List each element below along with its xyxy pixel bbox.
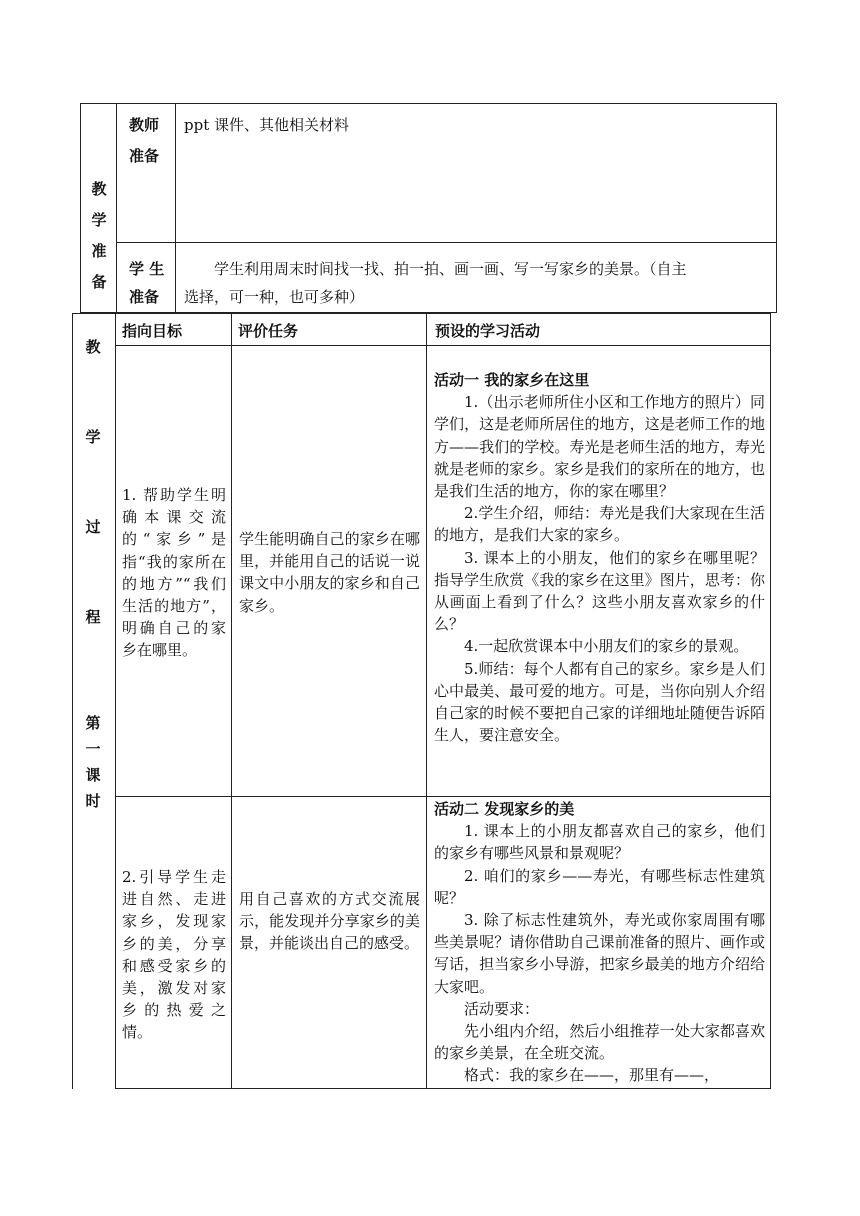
header-goal: 指向目标 bbox=[122, 322, 183, 340]
process-side-char: 程 bbox=[85, 608, 101, 626]
student-prep-content: 选择，可一种，也可多种） bbox=[184, 288, 365, 306]
activity-paragraph: 5.师结：每个人都有自己的家乡。家乡是人们心中最美、最可爱的地方。可是，当你向别人介绍自己家的时候不要把自己家的详细地址随便告诉陌生人，要注意安全。 bbox=[434, 659, 765, 745]
student-prep-content: 学生利用周末时间找一找、拍一拍、画一画、写一写家乡的美景。（自主 bbox=[214, 260, 687, 278]
student-prep-label: 准备 bbox=[129, 288, 160, 306]
header-task: 评价任务 bbox=[238, 322, 299, 340]
activity-paragraph: 4.一起欣赏课本中小朋友们的家乡的景观。 bbox=[464, 637, 749, 656]
student-prep-label: 学 生 bbox=[129, 260, 165, 278]
lesson-side-char: 一 bbox=[85, 740, 101, 758]
row2-task: 用自己喜欢的方式交流展示，能发现并分享家乡的美景，并能谈出自己的感受。 bbox=[239, 890, 420, 953]
activity-paragraph: 2.学生介绍，师结：寿光是我们大家现在生活的地方，是我们大家的家乡。 bbox=[434, 504, 765, 545]
row1-task: 学生能明确自己的家乡在哪里，并能用自己的话说一说课文中小朋友的家乡和自己家乡。 bbox=[239, 530, 420, 615]
activity-paragraph: 1.（出示老师所住小区和工作地方的照片）同学们，这是老师所居住的地方，这是老师工作的地方——我们的学校。寿光是老师生活的地方，寿光就是老师的家乡。家乡是我们的家所在的地方，也是我们生活的地方，你的家在哪里？ bbox=[434, 393, 765, 501]
activity-paragraph: 1. 课本上的小朋友都喜欢自己的家乡，他们的家乡有哪些风景和景观呢？ bbox=[434, 822, 765, 863]
activity-paragraph: 先小组内介绍，然后小组推荐一处大家都喜欢的家乡美景，在全班交流。 bbox=[434, 1022, 765, 1063]
lesson-side-char: 第 bbox=[85, 714, 101, 732]
activity-paragraph: 格式：我的家乡在——，那里有——， bbox=[464, 1066, 720, 1085]
activity-paragraph: 活动要求： bbox=[464, 999, 540, 1018]
prep-side-char: 教 bbox=[91, 180, 107, 198]
activity-paragraph: 3. 课本上的小朋友，他们的家乡在哪里呢？指导学生欣赏《我的家乡在这里》图片，思考：你从画面上看到了什么？这些小朋友喜欢家乡的什么？ bbox=[434, 548, 765, 634]
activity-paragraph: 2. 咱们的家乡——寿光，有哪些标志性建筑呢？ bbox=[434, 866, 765, 907]
activity-title: 活动一 我的家乡在这里 bbox=[434, 371, 590, 389]
row2-goal: 2.引导学生走进自然、走进家乡，发现家乡的美，分享和感受家乡的美，激发对家乡的热爱之情。 bbox=[122, 868, 226, 1042]
prep-side-char: 备 bbox=[91, 273, 107, 291]
row1-goal: 1. 帮助学生明确本课交流的“家乡”是指“我的家所在的地方”“我们生活的地方”，明确自己的家乡在哪里。 bbox=[122, 486, 226, 660]
prep-side-char: 准 bbox=[91, 242, 107, 260]
row1-activity bbox=[434, 369, 765, 746]
lesson-side-char: 课 bbox=[85, 766, 101, 784]
teacher-prep-content: ppt 课件、其他相关材料 bbox=[184, 116, 350, 134]
activity-title: 活动二 发现家乡的美 bbox=[434, 800, 575, 818]
process-side-char: 过 bbox=[85, 518, 101, 536]
process-side-char: 教 bbox=[85, 338, 101, 356]
prep-side-char: 学 bbox=[91, 211, 107, 229]
lesson-side-char: 时 bbox=[85, 792, 101, 810]
teacher-prep-label: 教师 bbox=[129, 116, 160, 134]
teacher-prep-label: 准备 bbox=[129, 147, 160, 165]
activity-paragraph: 3. 除了标志性建筑外，寿光或你家周围有哪些美景呢？请你借助自己课前准备的照片、画作或写话，担当家乡小导游，把家乡最美的地方介绍给大家吧。 bbox=[434, 911, 765, 996]
process-side-char: 学 bbox=[85, 428, 101, 446]
header-activity: 预设的学习活动 bbox=[435, 322, 541, 340]
row2-activity bbox=[434, 798, 765, 1087]
